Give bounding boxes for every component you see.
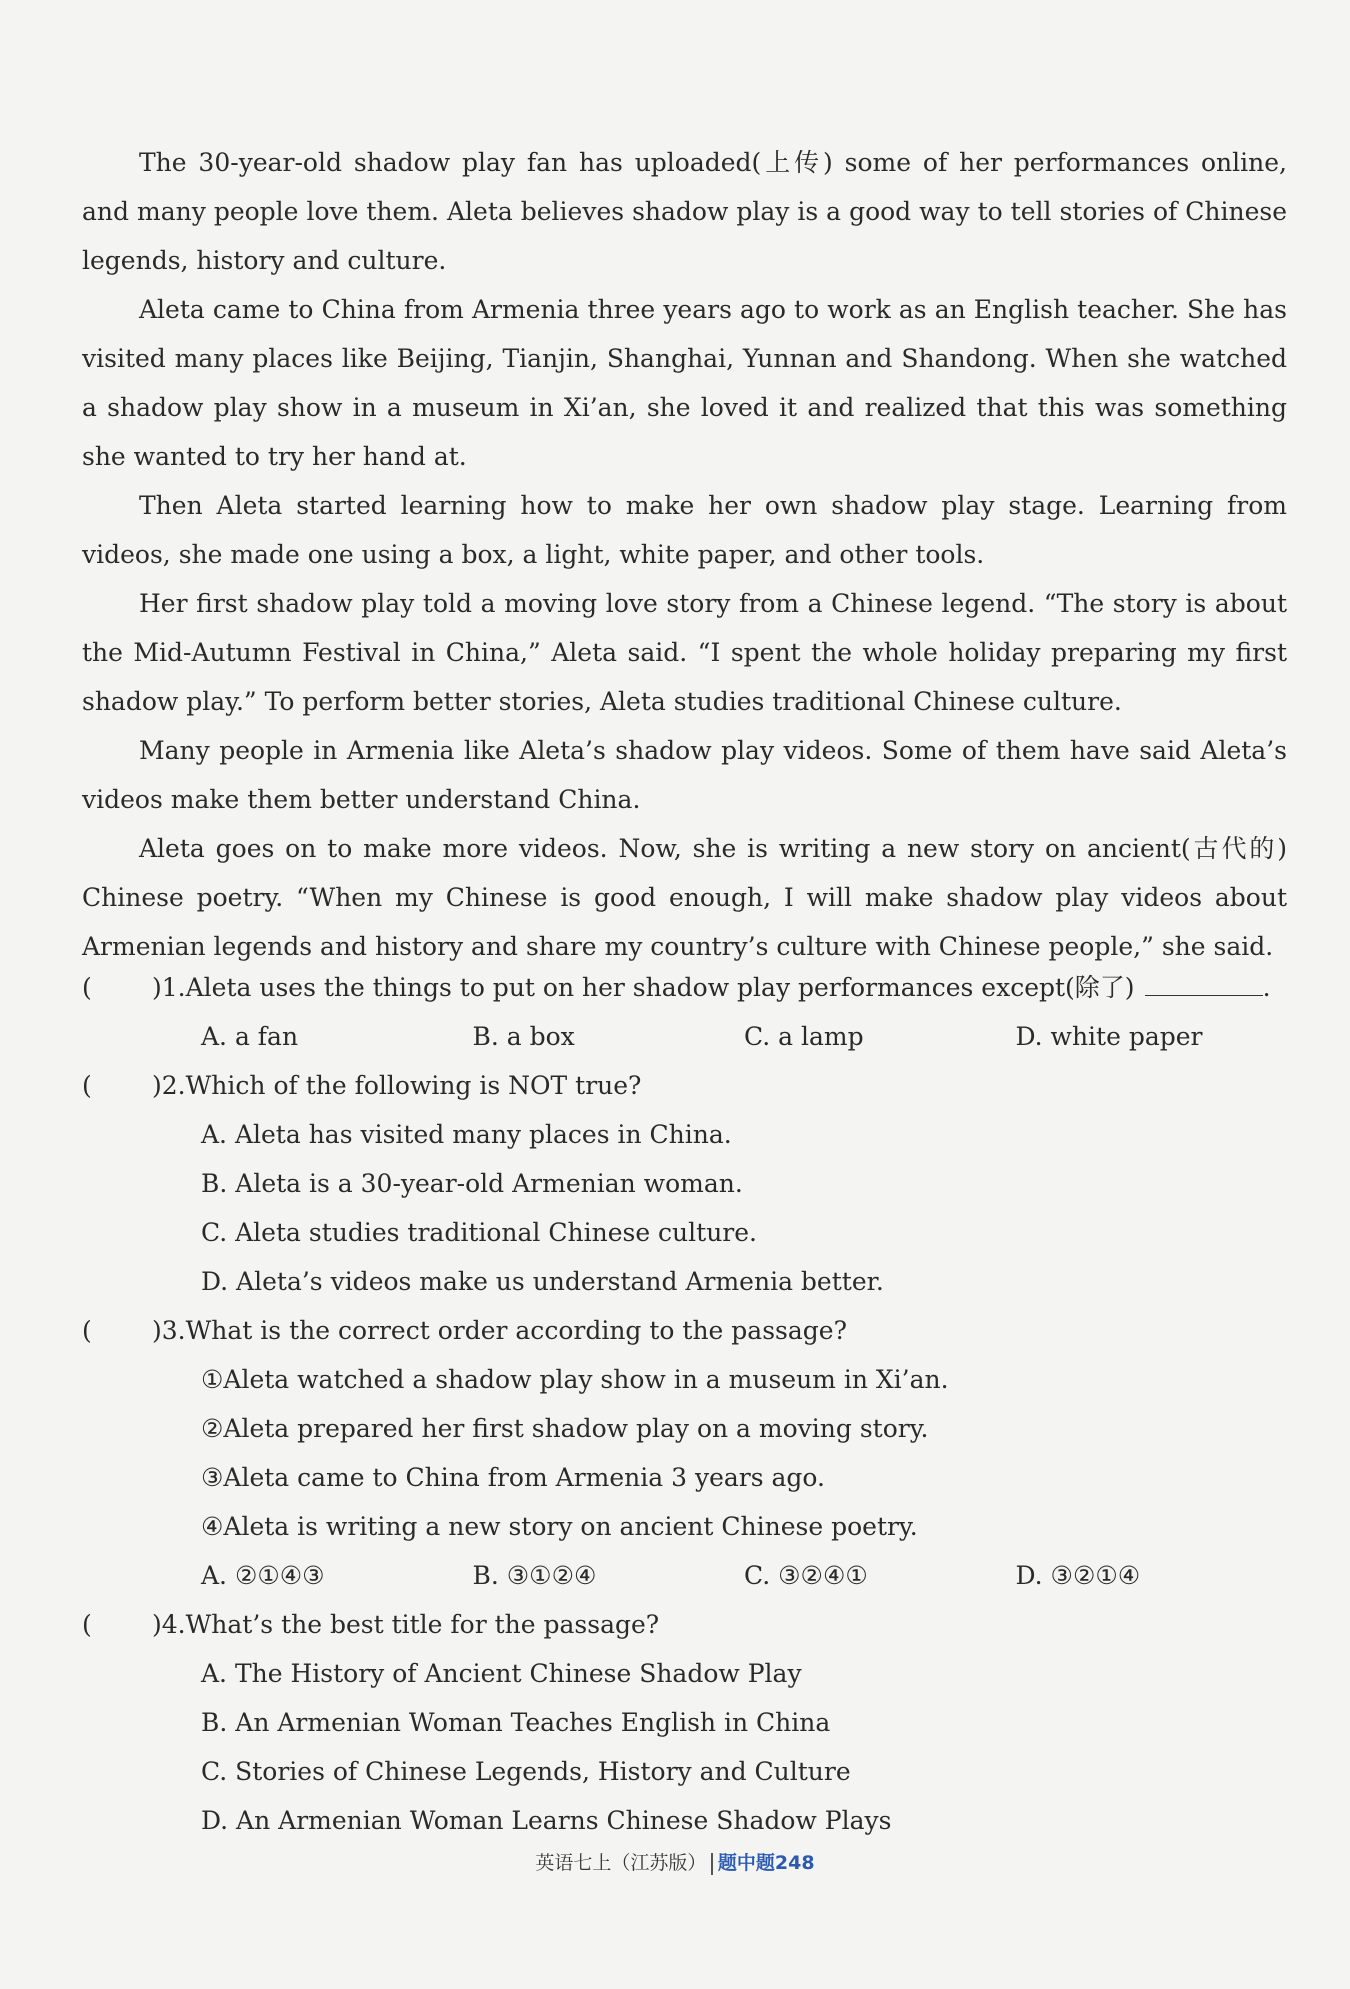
event-item: ②Aleta prepared her first shadow play on a moving story. bbox=[201, 1414, 929, 1443]
book-title: 英语七上（江苏版） bbox=[535, 1852, 707, 1874]
question-1 bbox=[82, 963, 1287, 1061]
option-c[interactable]: C. Stories of Chinese Legends, History and Culture bbox=[201, 1757, 851, 1786]
passage-paragraph: Her first shadow play told a moving love story from a Chinese legend. “The story is about the Mid-Autumn Festival in China,” Aleta said. “I spent the whole holiday preparing my first shadow play.” To perform better stories, Aleta studies traditional Chinese culture. bbox=[82, 589, 1287, 716]
answer-bracket[interactable]: ( bbox=[82, 1316, 92, 1345]
question-number: )4. bbox=[152, 1610, 186, 1639]
page-footer bbox=[0, 1848, 1350, 1875]
event-list bbox=[82, 1355, 1287, 1551]
option-b[interactable]: B. ③①②④ bbox=[472, 1561, 597, 1590]
option-a[interactable]: A. ②①④③ bbox=[201, 1561, 325, 1590]
question-stem bbox=[82, 1061, 1287, 1110]
event-item: ①Aleta watched a shadow play show in a museum in Xi’an. bbox=[201, 1365, 949, 1394]
options-row bbox=[82, 1551, 1287, 1600]
option-d[interactable]: D. ③②①④ bbox=[1015, 1561, 1141, 1590]
question-stem bbox=[82, 1306, 1287, 1355]
question-number: )3. bbox=[152, 1316, 186, 1345]
passage-paragraph: Aleta came to China from Armenia three years ago to work as an English teacher. She has visited many places like Beijing, Tianjin, Shanghai, Yunnan and Shandong. When she watched a shadow play show in a museum in Xi’an, she loved it and realized that this was something she wanted to try her hand at. bbox=[82, 295, 1287, 471]
option-a[interactable]: A. a fan bbox=[201, 1022, 299, 1051]
page-number: 248 bbox=[774, 1852, 815, 1874]
question-text: Which of the following is NOT true? bbox=[185, 1071, 642, 1100]
option-b[interactable]: B. Aleta is a 30-year-old Armenian woman. bbox=[201, 1169, 743, 1198]
answer-bracket[interactable]: ( bbox=[82, 973, 92, 1002]
passage-paragraph: Many people in Armenia like Aleta’s shadow play videos. Some of them have said Aleta’s videos make them better understand China. bbox=[82, 736, 1287, 814]
reading-passage bbox=[82, 138, 1287, 971]
event-item: ④Aleta is writing a new story on ancient Chinese poetry. bbox=[201, 1512, 918, 1541]
event-item: ③Aleta came to China from Armenia 3 years ago. bbox=[201, 1463, 825, 1492]
question-number: )2. bbox=[152, 1071, 186, 1100]
option-b[interactable]: B. An Armenian Woman Teaches English in China bbox=[201, 1708, 831, 1737]
option-a[interactable]: A. The History of Ancient Chinese Shadow Play bbox=[201, 1659, 802, 1688]
option-d[interactable]: D. white paper bbox=[1015, 1022, 1203, 1051]
answer-bracket[interactable]: ( bbox=[82, 1610, 92, 1639]
passage-paragraph: The 30-year-old shadow play fan has uploaded(上传) some of her performances online, and many people love them. Aleta believes shadow play is a good way to tell stories of Chinese legends, history and culture. bbox=[82, 148, 1287, 275]
question-stem bbox=[82, 963, 1287, 1012]
question-3 bbox=[82, 1306, 1287, 1600]
option-c[interactable]: C. ③②④① bbox=[744, 1561, 868, 1590]
answer-blank[interactable] bbox=[1145, 963, 1263, 996]
passage-paragraph: Aleta goes on to make more videos. Now, she is writing a new story on ancient(古代的) Chinese poetry. “When my Chinese is good enough, I will make shadow play videos about Armenian legends and history and share my country’s culture with Chinese people,” she said. bbox=[82, 834, 1287, 961]
passage-paragraph: Then Aleta started learning how to make her own shadow play stage. Learning from videos, she made one using a box, a light, white paper, and other tools. bbox=[82, 491, 1287, 569]
options-column bbox=[82, 1110, 1287, 1306]
question-2 bbox=[82, 1061, 1287, 1306]
answer-bracket[interactable]: ( bbox=[82, 1071, 92, 1100]
question-text: Aleta uses the things to put on her shadow play performances except(除了) bbox=[185, 973, 1135, 1002]
question-4 bbox=[82, 1600, 1287, 1845]
brand-name: 题中题 bbox=[717, 1852, 775, 1874]
question-number: )1. bbox=[152, 973, 186, 1002]
options-column bbox=[82, 1649, 1287, 1845]
option-a[interactable]: A. Aleta has visited many places in China. bbox=[201, 1120, 732, 1149]
option-d[interactable]: D. An Armenian Woman Learns Chinese Shadow Plays bbox=[201, 1806, 892, 1835]
options-row bbox=[82, 1012, 1287, 1061]
option-b[interactable]: B. a box bbox=[472, 1022, 575, 1051]
option-c[interactable]: C. a lamp bbox=[744, 1022, 864, 1051]
footer-divider bbox=[711, 1853, 713, 1875]
option-d[interactable]: D. Aleta’s videos make us understand Armenia better. bbox=[201, 1267, 884, 1296]
question-list bbox=[82, 963, 1287, 1845]
question-text: What is the correct order according to the passage? bbox=[185, 1316, 847, 1345]
question-text: What’s the best title for the passage? bbox=[185, 1610, 660, 1639]
option-c[interactable]: C. Aleta studies traditional Chinese culture. bbox=[201, 1218, 757, 1247]
question-end-mark: . bbox=[1262, 973, 1271, 1002]
question-stem bbox=[82, 1600, 1287, 1649]
